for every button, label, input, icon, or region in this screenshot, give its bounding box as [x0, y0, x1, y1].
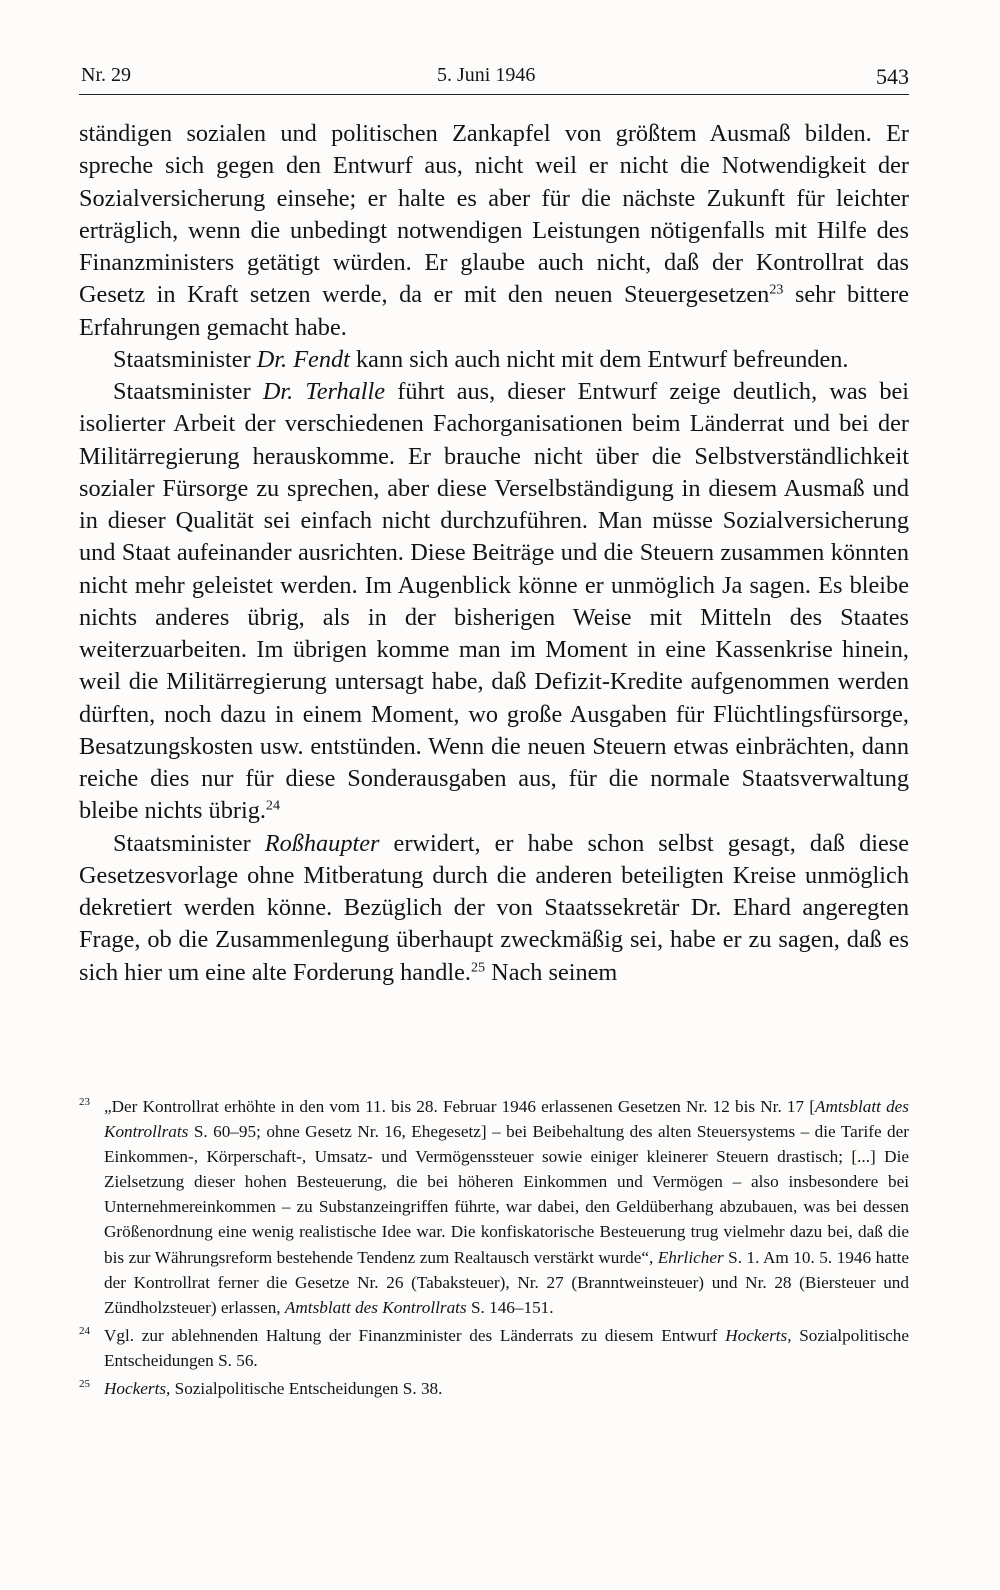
paragraph-4-text: erwidert, er habe schon selbst gesagt, daß diese Gesetzesvorlage ohne Mitberatung durch die anderen beteiligten Kreise unmöglich dekretiert werden könne. Bezüglich der von Staatssekretär Dr. Ehard angeregten Frage, ob die Zusammenlegung überhaupt zweckmäßig sei, habe er zu sagen, daß es sich hier um eine alte Forderung handle. — [79, 829, 909, 986]
footnote-text: S. 1. Am 10. 5. 1946 hatte der Kontrollrat ferner die Gesetze Nr. 26 (Tabaksteuer), Nr. 27 (Branntweinsteuer) und Nr. 28 (Biersteuer und Zündholzsteuer) erlassen, — [104, 1247, 909, 1317]
paragraph-3 — [79, 376, 909, 828]
paragraph-2-lead: Staatsminister — [113, 345, 257, 373]
speaker-name: Roßhaupter — [264, 829, 380, 857]
paragraph-3-text: führt aus, dieser Entwurf zeige deutlich, was bei isolierter Arbeit der verschiedenen Fachorganisationen beim Länderrat und bei der Militärregierung herauskomme. Er brauche nicht über die Selbstverständlichkeit sozialer Fürsorge zu sprechen, aber diese Verselbständigung in diesem Ausmaß und in dieser Qualität sei einfach nicht durchzuführen. Man müsse Sozialversicherung und Staat aufeinander ausrichten. Diese Beiträge und die Steuern zusammen könnten nicht mehr geleistet werden. Im Augenblick könne er unmöglich Ja sagen. Es bleibe nichts anderes übrig, als in der bisherigen Weise mit Mitteln des Staates weiterzuarbeiten. Im übrigen komme man im Moment in eine Kassenkrise hinein, weil die Militärregierung untersagt habe, daß Defizit-Kredite aufgenommen werden dürften, noch dazu in einem Moment, wo große Ausgaben für Flüchtlingsfürsorge, Besatzungskosten usw. entstünden. Wenn die neuen Steuern etwas einbrächten, dann reiche dies nur für diese Sonderausgaben aus, für die normale Staatsverwaltung bleibe nichts übrig. — [79, 378, 909, 825]
page-number: 543 — [876, 64, 909, 89]
speaker-name: Dr. Fendt — [256, 345, 350, 373]
citation-title: Amtsblatt des Kontrollrats — [284, 1297, 467, 1317]
running-header — [79, 64, 909, 95]
paragraph-4-end: Nach seinem — [485, 958, 618, 986]
footnote-23 — [79, 1094, 909, 1320]
footnotes — [79, 1094, 909, 1401]
footnote-ref-24[interactable]: 24 — [265, 797, 280, 814]
paragraph-4-lead: Staatsminister — [113, 829, 265, 857]
citation-author: Hockerts, — [104, 1379, 171, 1399]
paragraph-2-text: kann sich auch nicht mit dem Entwurf befreunden. — [349, 345, 849, 373]
speaker-name: Dr. Terhalle — [262, 378, 386, 405]
issue-number: Nr. 29 — [81, 64, 131, 86]
footnote-ref-23[interactable]: 23 — [769, 281, 784, 298]
paragraph-1 — [79, 118, 909, 344]
citation-author: Ehrlicher — [657, 1247, 724, 1267]
footnote-text: S. 146–151. — [466, 1297, 554, 1317]
footnote-text: S. 60–95; ohne Gesetz Nr. 16, Ehegesetz] – bei Beibehaltung des alten Steuersystems – die Tarife der Einkommen-, Körperschaft-, Umsatz- und Vermögenssteuer sowie einiger kleinerer Steuern drastisch; [...] Die Zielsetzung dieser hohen Besteuerung, die bei höheren Einkommen und Vermögen – also insbesondere bei Unternehmereinkommen – zu Substanzeingriffen führte, war dabei, den Geldüberhang abzubauen, was bei dessen Größenordnung eine wenig realistische Idee war. Die konfiskatorische Besteuerung trug vielmehr dazu bei, daß die bis zur Währungsreform bestehende Tendenz zum Realtausch verstärkt wurde“, — [104, 1122, 909, 1267]
footnote-number: 23 — [79, 1096, 90, 1108]
paragraph-1-text: ständigen sozialen und politischen Zankapfel von größtem Ausmaß bilden. Er spreche sich gegen den Entwurf aus, nicht weil er nicht die Notwendigkeit der Sozialversicherung einsehe; er halte es aber für die nächste Zukunft für leichter erträglich, wenn die unbedingt notwendigen Leistungen nötigenfalls mit Hilfe des Finanzministers getätigt würden. Er glaube auch nicht, daß der Kontrollrat das Gesetz in Kraft setzen werde, da er mit den neuen Steuergesetzen — [79, 120, 909, 309]
footnote-text: „Der Kontrollrat erhöhte in den vom 11. bis 28. Februar 1946 erlassenen Gesetzen Nr. 12 bis Nr. 17 [ — [104, 1097, 816, 1116]
paragraph-4 — [79, 828, 909, 989]
footnote-text: Sozialpolitische Entscheidungen S. 56. — [104, 1325, 909, 1370]
footnote-number: 24 — [79, 1324, 90, 1337]
paragraph-1-end: sehr bittere Erfahrungen gemacht habe. — [79, 281, 910, 341]
footnote-25 — [79, 1376, 909, 1401]
header-date: 5. Juni 1946 — [437, 64, 536, 86]
footnote-text: Vgl. zur ablehnenden Haltung der Finanzminister des Länderrats zu diesem Entwurf — [104, 1325, 726, 1345]
footnote-ref-25[interactable]: 25 — [471, 958, 486, 975]
paragraph-3-lead: Staatsminister — [113, 378, 263, 405]
citation-author: Hockerts, — [725, 1325, 792, 1345]
footnote-number: 25 — [79, 1378, 90, 1391]
paragraph-2 — [79, 344, 909, 376]
citation-title: Amtsblatt des Kontrollrats — [104, 1097, 909, 1142]
footnote-24 — [79, 1323, 909, 1373]
footnote-text: Sozialpolitische Entscheidungen S. 38. — [170, 1379, 443, 1399]
body-text — [79, 118, 909, 989]
